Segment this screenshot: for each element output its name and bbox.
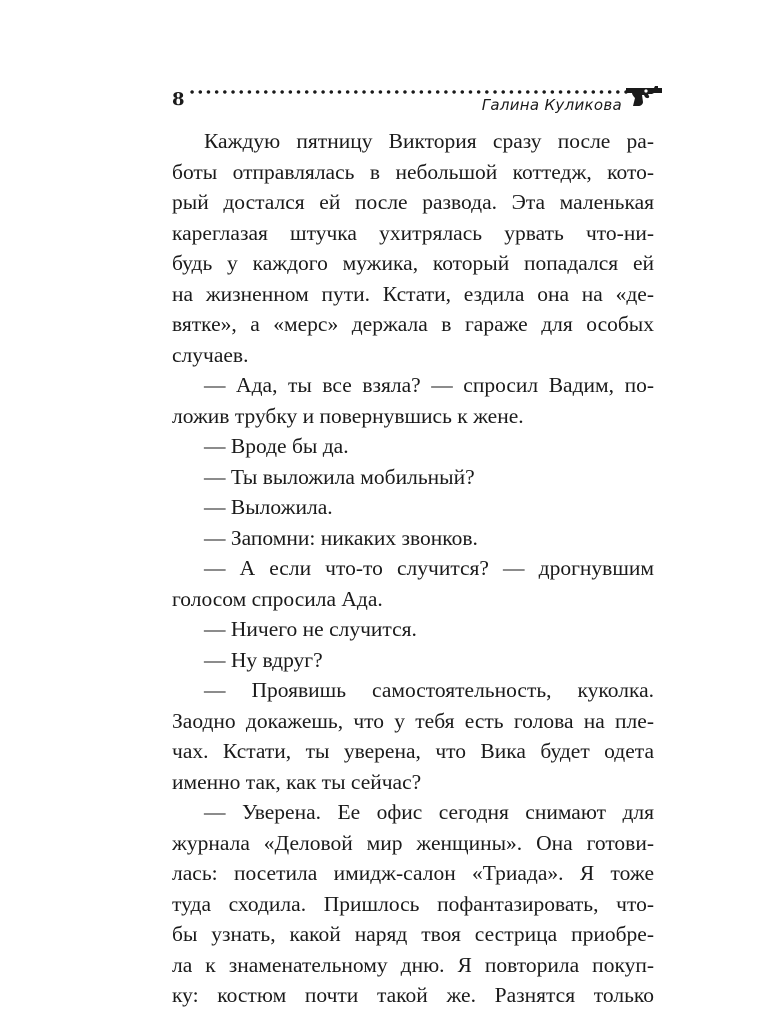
running-header [172, 82, 664, 118]
text-line: ку: костюм почти такой же. Разнятся только [172, 983, 654, 1007]
text-line: — А если что-то случится? — дрогнувшим [204, 556, 654, 580]
text-line: кареглазая штучка ухитрялась урвать что-ни- [172, 220, 654, 245]
text-line: боты отправлялась в небольшой коттедж, кото- [172, 159, 654, 184]
revolver-icon [624, 82, 664, 110]
text-line: вятке», а «мерс» держала в гараже для особых [172, 312, 654, 336]
text-line: на жизненном пути. Кстати, ездила она на «де- [172, 281, 654, 306]
text-line: — Уверена. Ее офис сегодня снимают для [204, 800, 654, 824]
body-text [172, 126, 654, 1011]
page-number: 8 [172, 89, 185, 110]
text-line: случаев. [172, 342, 249, 367]
text-line: именно так, как ты сейчас? [172, 769, 422, 794]
text-line: — Ада, ты все взяла? — спросил Вадим, по- [204, 373, 654, 397]
text-line: ла к знаменательному дню. Я повторила покуп- [172, 952, 654, 977]
dotted-rule [188, 90, 628, 94]
text-line: — Запомни: никаких звонков. [204, 525, 478, 550]
text-line: журнала «Деловой мир женщины». Она готови- [172, 830, 654, 855]
text-line: ложив трубку и повернувшись к жене. [172, 403, 524, 428]
text-line: бы узнать, какой наряд твоя сестрица приобре- [172, 922, 654, 946]
text-line: — Ничего не случится. [204, 617, 417, 641]
text-line: чах. Кстати, ты уверена, что Вика будет одета [172, 739, 654, 763]
text-line: лась: посетила имидж-салон «Триада». Я тоже [172, 861, 654, 885]
text-line: будь у каждого мужика, который попадался ей [172, 251, 654, 275]
text-line: — Проявишь самостоятельность, куколка. [204, 678, 654, 702]
text-line: Заодно докажешь, что у тебя есть голова на пле- [172, 708, 654, 733]
text-line: — Ну вдруг? [204, 647, 323, 672]
text-line: туда сходила. Пришлось пофантазировать, что- [172, 891, 654, 916]
text-line: — Выложила. [204, 495, 333, 519]
text-line: голосом спросила Ада. [172, 586, 383, 611]
text-line: — Вроде бы да. [204, 434, 349, 458]
text-line: Каждую пятницу Виктория сразу после ра- [204, 129, 654, 153]
text-line: — Ты выложила мобильный? [204, 464, 475, 489]
author-name: Галина Куликова [481, 96, 622, 114]
text-line: рый достался ей после развода. Эта маленькая [172, 190, 654, 214]
